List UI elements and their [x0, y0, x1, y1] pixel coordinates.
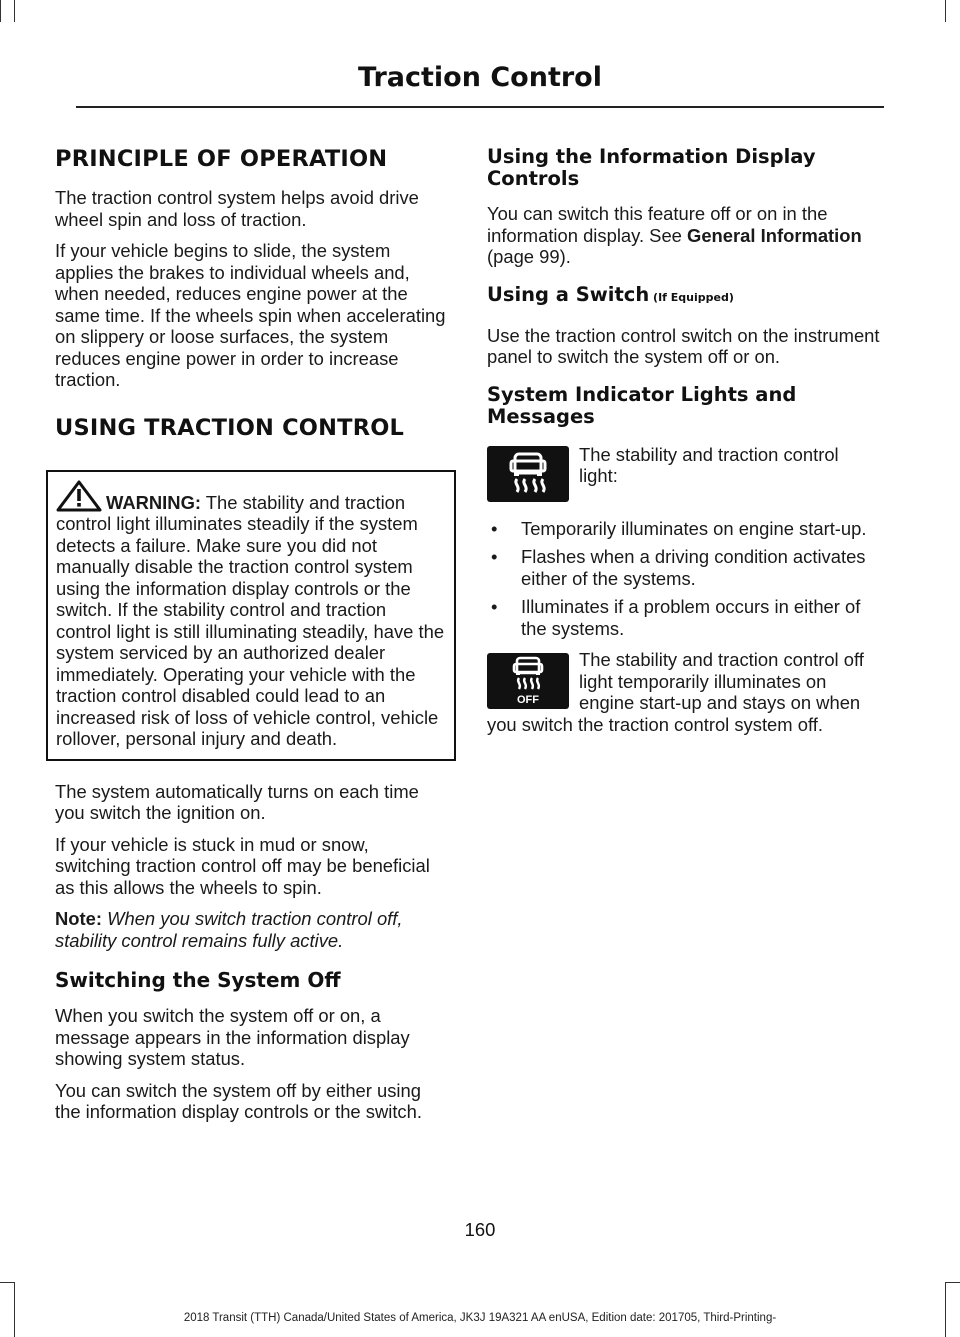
- crop-mark: [0, 0, 1, 22]
- subheading-switch: [487, 284, 882, 309]
- section-heading-principle: PRINCIPLE OF OPERATION: [55, 146, 388, 172]
- warning-label: WARNING:: [106, 491, 202, 513]
- note-label: Note:: [55, 908, 102, 929]
- page-number: 160: [464, 1219, 496, 1240]
- paragraph: The traction control system helps avoid drive wheel spin and loss of traction.: [55, 187, 419, 230]
- list-item: [487, 518, 882, 540]
- text-run: (page 99).: [487, 246, 571, 267]
- bullet-glyph: •: [491, 596, 498, 617]
- paragraph: If your vehicle is stuck in mud or snow, switching traction control off may be beneficial as this allows the wheels to spin.: [55, 833, 430, 898]
- paragraph: You can switch the system off by either using the information display controls or the switch.: [55, 1079, 422, 1122]
- crop-mark: [945, 0, 946, 22]
- paragraph: When you switch the system off or on, a message appears in the information display showing system status.: [55, 1005, 410, 1069]
- list-item-text: Temporarily illuminates on engine start-up.: [521, 517, 867, 539]
- footer-edition-info: 2018 Transit (TTH) Canada/United States of America, JK3J 19A321 AA enUSA, Edition date: 201705, Third-Printing-: [183, 1312, 777, 1324]
- warning-box: [46, 470, 456, 761]
- warning-first-line: The stability and traction: [201, 491, 406, 513]
- indicator-off-light: [487, 649, 882, 735]
- note: [55, 908, 448, 951]
- header-divider: [76, 106, 884, 108]
- subheading-text: Using a Switch: [487, 282, 650, 306]
- paragraph: Use the traction control switch on the instrument panel to switch the system off or on.: [487, 324, 880, 367]
- list-item: [487, 596, 882, 639]
- list-item-text: Illuminates if a problem occurs in either of the systems.: [521, 596, 861, 639]
- list-item-text: Flashes when a driving condition activates either of the systems.: [521, 546, 866, 589]
- indicator-bullet-list: [487, 518, 882, 640]
- subheading-switch-off: Switching the System Off: [55, 968, 341, 992]
- paragraph: [487, 203, 882, 268]
- indicator-text: The stability and traction control off light temporarily illuminates on engine start-up and stays on when you switch the traction control system off.: [487, 649, 864, 735]
- text-run: You can switch this feature off or on in the information display. See: [487, 203, 828, 246]
- list-item: [487, 546, 882, 589]
- left-column: [55, 146, 448, 1133]
- page-title: Traction Control: [358, 62, 602, 93]
- subheading-indicators: System Indicator Lights and Messages: [487, 382, 797, 428]
- paragraph: If your vehicle begins to slide, the system applies the brakes to individual wheels and, when needed, reduces engine power at the same time. If the wheels spin when accelerating on slippery or loose surfaces, the system reduces engine power in order to increase traction.: [55, 240, 446, 390]
- warning-triangle-icon: [56, 480, 102, 517]
- traction-control-light-icon: [487, 446, 569, 502]
- if-equipped-label: (If Equipped): [649, 290, 734, 304]
- section-heading-using: USING TRACTION CONTROL: [55, 414, 405, 441]
- crop-mark: [14, 1282, 15, 1337]
- crop-mark: [0, 1282, 14, 1283]
- indicator-text: The stability and traction control light:: [579, 443, 839, 486]
- cross-reference-link[interactable]: General Information: [687, 224, 862, 246]
- warning-body: control light illuminates steadily if the system detects a failure. Make sure you did not manually disable the traction control system using the information display controls or the switch. If the stability control and traction control light is still illuminating steadily, have the system serviced by an authorized dealer immediately. Operating your vehicle with the traction control disabled could lead to an increased risk of loss of vehicle control, vehicle rollover, personal injury and death.: [56, 513, 445, 749]
- crop-mark: [945, 1282, 946, 1337]
- paragraph: The system automatically turns on each time you switch the ignition on.: [55, 780, 419, 823]
- subheading-info-display: Using the Information Display Controls: [487, 145, 816, 190]
- bullet-glyph: •: [491, 546, 498, 567]
- traction-control-off-light-icon: [487, 653, 569, 709]
- crop-mark: [945, 1282, 960, 1283]
- off-label: OFF: [517, 694, 539, 706]
- right-column: [487, 146, 882, 745]
- indicator-stability-light: [487, 444, 882, 506]
- bullet-glyph: •: [491, 517, 498, 539]
- crop-mark: [14, 0, 15, 22]
- note-text: When you switch traction control off, stability control remains fully active.: [55, 908, 403, 951]
